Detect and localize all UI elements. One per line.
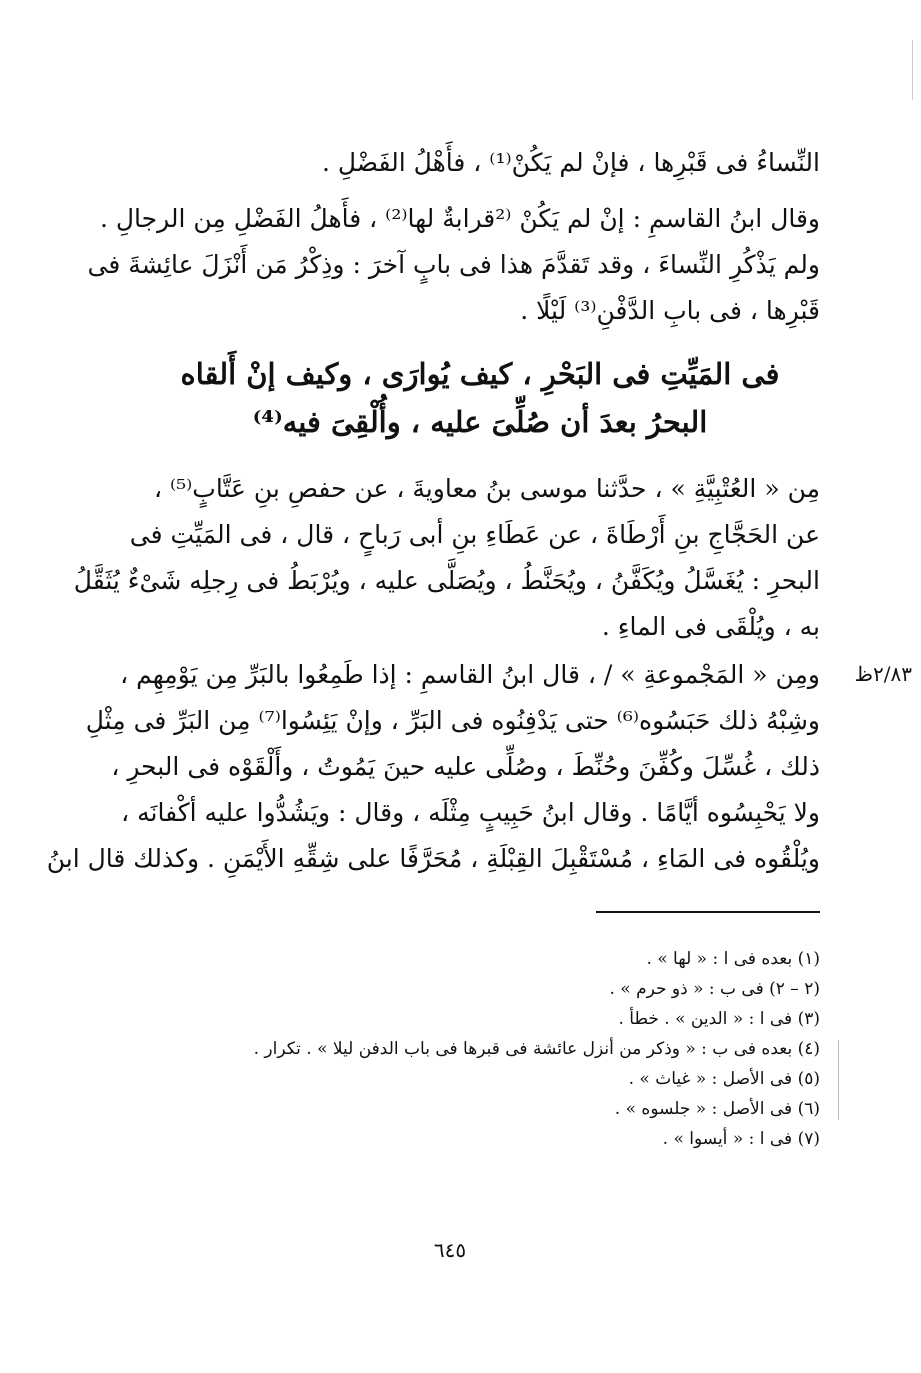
- text-line: قَبْرِها ، فى بابِ الدَّفْنِ⁽³⁾ لَيْلًا .: [520, 296, 820, 325]
- text-line: عن الحَجَّاجِ بنِ أَرْطَاةَ ، عن عَطَاءِ بنِ أبى رَباحٍ ، قال ، فى المَيِّتِ فى: [129, 520, 820, 549]
- page-number: ٦٤٥: [433, 1238, 467, 1262]
- footnote-6: (٦) فى الأصل : « جلسوه » .: [614, 1099, 820, 1119]
- text-line: البحرِ : يُغَسَّلُ ويُكَفَّنُ ، ويُحَنَّطُ ، ويُصَلَّى عليه ، ويُرْبَطُ فى رِجلِه شَىْءٌ يُثَقَّلُ: [73, 566, 820, 595]
- text-line: به ، ويُلْقَى فى الماءِ .: [601, 612, 820, 641]
- footnote-divider: [596, 911, 820, 913]
- paragraph-3: [73, 466, 820, 650]
- text-line: ولا يَحْبِسُوه أيَّامًا . وقال ابنُ حَبِيبٍ مِثْلَه ، وقال : ويَشُدُّوا عليه أكْفانَه ،: [121, 798, 820, 827]
- paragraph-2: [87, 196, 820, 334]
- text-line: ومِن « المَجْموعةِ » / ، قال ابنُ القاسمِ : إذا طَمِعُوا بالبَرِّ مِن يَوْمِهِم ،: [120, 660, 820, 689]
- text-line: النِّساءُ فى قَبْرِها ، فإنْ لم يَكُنْ⁽¹⁾ ، فأَهْلُ الفَضْلِ .: [321, 148, 820, 177]
- footnotes: [140, 944, 820, 1154]
- footnote-2: (٢ – ٢) فى ب : « ذو حرم » .: [609, 979, 820, 999]
- section-heading: [140, 350, 820, 446]
- paragraph-1: [140, 140, 820, 186]
- footnote-5: (٥) فى الأصل : « غياث » .: [628, 1069, 820, 1089]
- footnote-4: (٤) بعده فى ب : « وذكر من أنزل عائشة فى قبرها فى باب الدفن ليلا » . تكرار .: [253, 1039, 820, 1059]
- text-line: ذلك ، غُسِّلَ وكُفِّنَ وحُنِّطَ ، وصُلِّى عليه حينَ يَمُوتُ ، وأَلْقَوْه فى البحرِ ،: [111, 752, 820, 781]
- text-line: مِن « العُتْبِيَّةِ » ، حدَّثنا موسى بنُ معاويةَ ، عن حفصِ بنِ عَتَّابٍ⁽⁵⁾ ،: [153, 474, 820, 503]
- footnote-3: (٣) فى ا : « الدين » . خطأ .: [618, 1009, 820, 1029]
- scan-edge-mark: [838, 1040, 839, 1120]
- margin-folio-note: ٢/٨٣ظ: [854, 662, 912, 686]
- scan-edge-mark: [912, 40, 913, 100]
- text-line: ولم يَذْكُرِ النِّساءَ ، وقد تَقدَّمَ هذا فى بابٍ آخرَ : وذِكْرُ مَن أَنْزَلَ عائِشةَ فى: [87, 250, 820, 279]
- text-line: وشِبْهُ ذلك حَبَسُوه⁽⁶⁾ حتى يَدْفِنُوه فى البَرِّ ، وإنْ يَئِسُوا⁽⁷⁾ مِن البَرِّ فى مِثْلِ: [85, 706, 820, 735]
- footnote-7: (٧) فى ا : « أيسوا » .: [662, 1129, 820, 1149]
- heading-line-2: البحرُ بعدَ أن صُلِّىَ عليه ، وأُلْقِىَ فيه⁽⁴⁾: [252, 405, 708, 439]
- text-line: وقال ابنُ القاسمِ : إنْ لم يَكُنْ ⁽²قرابةٌ لها⁽²⁾ ، فأَهلُ الفَضْلِ مِن الرجالِ .: [99, 204, 820, 233]
- footnote-1: (١) بعده فى ا : « لها » .: [646, 949, 820, 969]
- text-line: ويُلْقُوه فى المَاءِ ، مُسْتَقْبِلَ القِبْلَةِ ، مُحَرَّفًا على شِقِّهِ الأَيْمَنِ . وكذلك قال ابنُ: [46, 844, 820, 873]
- heading-line-1: فى المَيِّتِ فى البَحْرِ ، كيف يُوارَى ، وكيف إنْ أَلقاه: [180, 357, 780, 391]
- paragraph-4: [46, 652, 820, 882]
